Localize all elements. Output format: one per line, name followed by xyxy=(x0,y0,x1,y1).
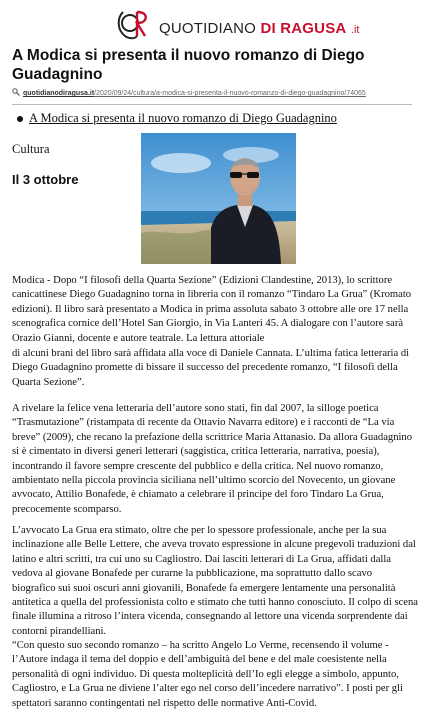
logo-word-it: .it xyxy=(350,24,360,36)
article-paragraph: Modica - Dopo “I filosofi della Quarta Sezione” (Edizioni Clandestine, 2013), lo scrittore canicattinese Diego Guadagnino torna in libreria con il romanzo “Tindaro La Grua” (Kromato edizioni). Il libro sarà presentato a Modica in prima assoluta sabato 3 ottobre alle ore 17 nella scenografica cornice dell’Hotel San Giorgio, in Via Lanteri 45. A dialogare con l’autore sarà Orazio Gianni, docente e autore teatrale. La lettura attoriale xyxy=(12,275,412,344)
article-paragraph: A rivelare la felice vena letteraria dell’autore sono stati, fin dal 2007, la silloge poetica “Trasmutazione” (ristampata di recente da Ottavio Navarra editore) e i racconti de “La via breve” (2009), che recano la prefazione della scrittrice Maria Attanasio. Da allora Guadagnino si è cimentato in diversi generi letterari (saggistica, critica letteraria, narrativa, poesia), incontrando il favore sempre crescente del pubblico e della critica. Nel nuovo romanzo, ambientato nella piccola provincia siciliana nell’ultimo scorcio del Novecento, un giovane avvocato, Attilio Bonafede, è chiamato a celebrare il principe del foro Tindaro La Grua, precocemente scomparso. xyxy=(12,403,413,515)
logo-word-quotidiano: QUOTIDIANO xyxy=(159,20,257,37)
article-paragraph: “Con questo suo secondo romanzo – ha scritto Angelo Lo Verme, recensendo il volume - l’Autore indaga il tema del doppio e dell’ambiguità del bene e del male coesistente nella personalità di ogni individuo. Di questa molteplicità dell’Io egli elegge a simbolo, appunto, Cagliostro, e La Grua ne diviene l’alter ego nel corso dell’incedere narrativo”. I posti per gli spettatori saranno contingentati nel rispetto delle normative Anti-Covid. xyxy=(12,640,403,709)
bullet-icon xyxy=(17,116,23,122)
url-domain[interactable]: quotidianodiragusa.it xyxy=(23,90,95,97)
date-label: Il 3 ottobre xyxy=(12,172,79,187)
logo-word-diragusa: DI RAGUSA xyxy=(260,20,347,37)
article-paragraph: L’avvocato La Grua era stimato, oltre che per lo spessore professionale, anche per la sua inclinazione alle Belle Lettere, che aveva trovato espressione in alcune pregevoli traduzioni dal latino e altri scritti, tra cui uno su Cagliostro. Dai lasciti letterari di La Grua, affidati dalla vedova al giovane Bonafede per curarne la pubblicazione, ma soprattutto dallo scavo biografico sui suoi oscuri anni giovanili, Bonafede fa emergere lentamente una personalità antitetica a quella del professionista colto e stimato che tutti hanno conosciuto. Il colpo di scena finale illumina a ritroso l’intera vicenda, consegnando al lettore una vicenda sorprendente dai contorni pirandelliani. xyxy=(12,525,418,637)
link-icon xyxy=(12,88,20,96)
category-label: Cultura xyxy=(12,142,50,156)
article-headline: A Modica si presenta il nuovo romanzo di Diego Guadagnino xyxy=(12,47,365,83)
url-path[interactable]: /2020/09/24/cultura/a-modica-si-presenta-il-nuovo-romanzo-di-diego-guadagnino/74065 xyxy=(94,90,366,97)
article-url[interactable] xyxy=(12,88,412,105)
logo-wordmark xyxy=(159,20,359,38)
author-photo xyxy=(141,133,296,264)
article-link-item[interactable] xyxy=(12,111,337,126)
article-paragraph: di alcuni brani del libro sarà affidata alla voce di Daniele Cannata. L’ultima fatica letteraria di Diego Guadagnino promette di bissare il successo del precedente romanzo, “I filosofi della Quarta Sezione”. xyxy=(12,348,410,388)
article-link[interactable]: A Modica si presenta il nuovo romanzo di Diego Guadagnino xyxy=(29,111,337,125)
site-logo[interactable] xyxy=(115,6,415,42)
logo-mark-icon xyxy=(115,6,159,42)
